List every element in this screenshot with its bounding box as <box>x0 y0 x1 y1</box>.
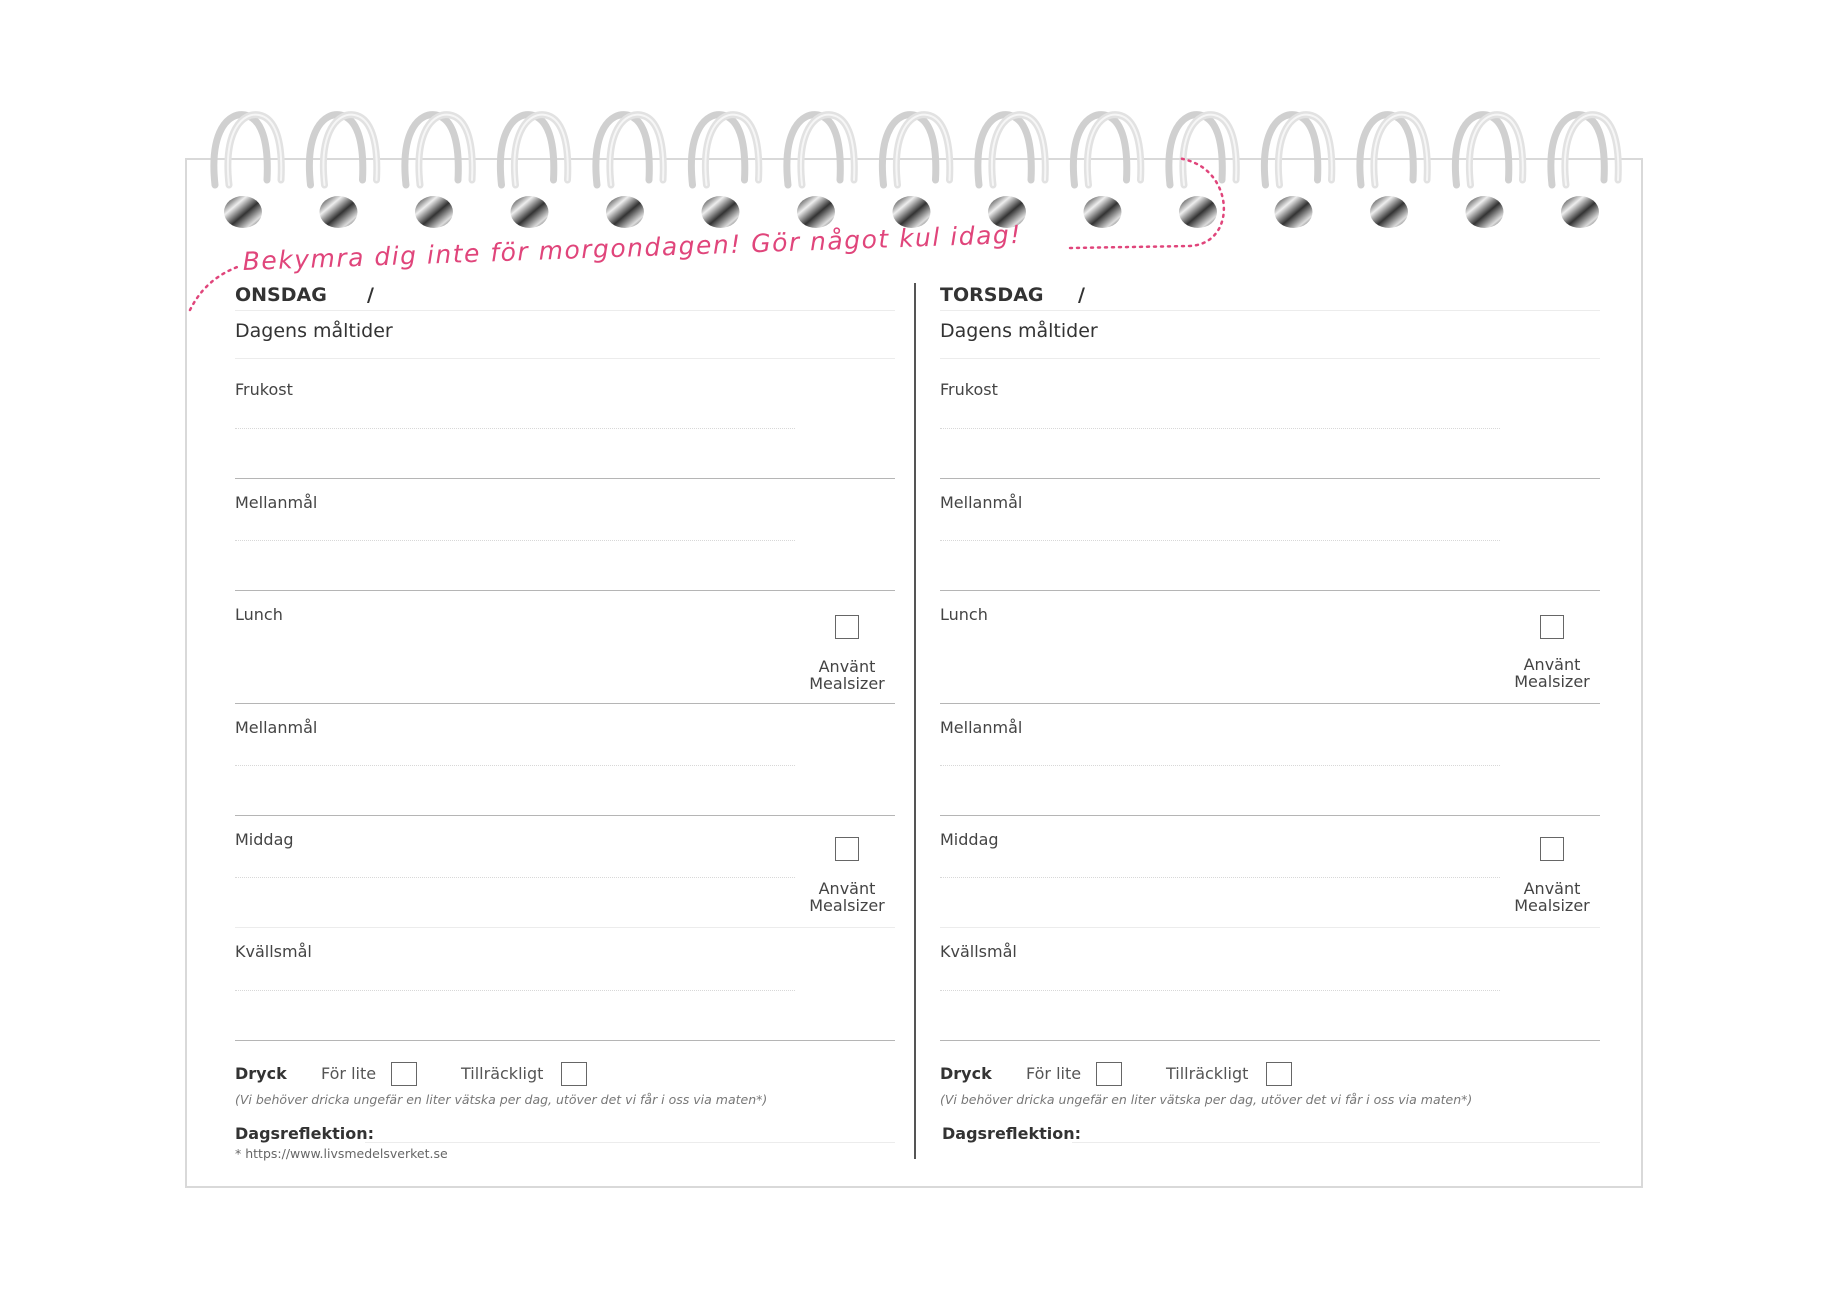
date-rule <box>235 310 895 311</box>
footnote-source: * https://www.livsmedelsverket.se <box>235 1146 448 1161</box>
drink-too-little-checkbox[interactable] <box>391 1062 417 1086</box>
writing-line[interactable] <box>940 428 1500 429</box>
meal-label-kvallsmal: Kvällsmål <box>940 942 1017 961</box>
meal-label-mellanmal: Mellanmål <box>235 493 318 512</box>
section-rule <box>940 815 1600 816</box>
reflection-line[interactable] <box>1072 1142 1600 1143</box>
drink-note: (Vi behöver dricka ungefär en liter vätska per dag, utöver det vi får i oss via maten*) <box>235 1092 768 1107</box>
writing-line[interactable] <box>940 877 1500 878</box>
column-divider <box>914 283 916 1159</box>
mealsizer-dinner-checkbox[interactable] <box>1540 837 1564 861</box>
drink-label: Dryck <box>235 1064 287 1083</box>
section-rule <box>940 1040 1600 1041</box>
section-rule <box>940 927 1600 928</box>
date-rule <box>940 310 1600 311</box>
writing-line[interactable] <box>940 765 1500 766</box>
section-rule <box>940 590 1600 591</box>
drink-too-little-label: För lite <box>1026 1064 1082 1083</box>
drink-enough-label: Tillräckligt <box>461 1064 544 1083</box>
meal-label-middag: Middag <box>235 830 294 849</box>
drink-enough-checkbox[interactable] <box>561 1062 587 1086</box>
mealsizer-label: Använt Mealsizer <box>1514 879 1590 915</box>
mealsizer-dinner-checkbox[interactable] <box>835 837 859 861</box>
section-rule <box>235 927 895 928</box>
drink-enough-checkbox[interactable] <box>1266 1062 1292 1086</box>
meal-label-mellanmal-2: Mellanmål <box>235 718 318 737</box>
mealsizer-lunch-checkbox[interactable] <box>835 615 859 639</box>
writing-line[interactable] <box>940 990 1500 991</box>
reflection-line[interactable] <box>365 1142 895 1143</box>
writing-line[interactable] <box>235 990 795 991</box>
section-rule <box>235 815 895 816</box>
drink-too-little-checkbox[interactable] <box>1096 1062 1122 1086</box>
drink-label: Dryck <box>940 1064 992 1083</box>
writing-line[interactable] <box>235 428 795 429</box>
section-rule <box>940 703 1600 704</box>
section-rule <box>235 478 895 479</box>
section-rule <box>235 703 895 704</box>
mealsizer-label: Använt Mealsizer <box>1514 655 1590 691</box>
writing-line[interactable] <box>235 877 795 878</box>
title-rule <box>235 358 895 359</box>
meal-label-lunch: Lunch <box>940 605 988 624</box>
meal-label-frukost: Frukost <box>940 380 998 399</box>
mealsizer-label: Använt Mealsizer <box>809 879 885 915</box>
quote-banner <box>0 0 1824 320</box>
mealsizer-lunch-checkbox[interactable] <box>1540 615 1564 639</box>
date-slash: / <box>1078 284 1085 306</box>
meal-label-lunch: Lunch <box>235 605 283 624</box>
writing-line[interactable] <box>235 765 795 766</box>
reflection-label: Dagsreflektion: <box>942 1124 1082 1143</box>
title-rule <box>940 358 1600 359</box>
section-rule <box>235 590 895 591</box>
day-name: TORSDAG <box>940 284 1044 306</box>
meals-title: Dagens måltider <box>940 320 1098 342</box>
meal-label-frukost: Frukost <box>235 380 293 399</box>
date-slash: / <box>367 284 374 306</box>
mealsizer-label: Använt Mealsizer <box>809 657 885 693</box>
drink-enough-label: Tillräckligt <box>1166 1064 1249 1083</box>
writing-line[interactable] <box>235 540 795 541</box>
meal-label-middag: Middag <box>940 830 999 849</box>
meal-label-kvallsmal: Kvällsmål <box>235 942 312 961</box>
section-rule <box>235 1040 895 1041</box>
section-rule <box>940 478 1600 479</box>
motivational-quote: Bekymra dig inte för morgondagen! Gör något kul idag! <box>242 219 1023 276</box>
drink-note: (Vi behöver dricka ungefär en liter vätska per dag, utöver det vi får i oss via maten*) <box>940 1092 1473 1107</box>
reflection-label: Dagsreflektion: <box>235 1124 375 1143</box>
writing-line[interactable] <box>940 540 1500 541</box>
day-name: ONSDAG <box>235 284 327 306</box>
meal-label-mellanmal-2: Mellanmål <box>940 718 1023 737</box>
drink-too-little-label: För lite <box>321 1064 377 1083</box>
meal-label-mellanmal: Mellanmål <box>940 493 1023 512</box>
meals-title: Dagens måltider <box>235 320 393 342</box>
